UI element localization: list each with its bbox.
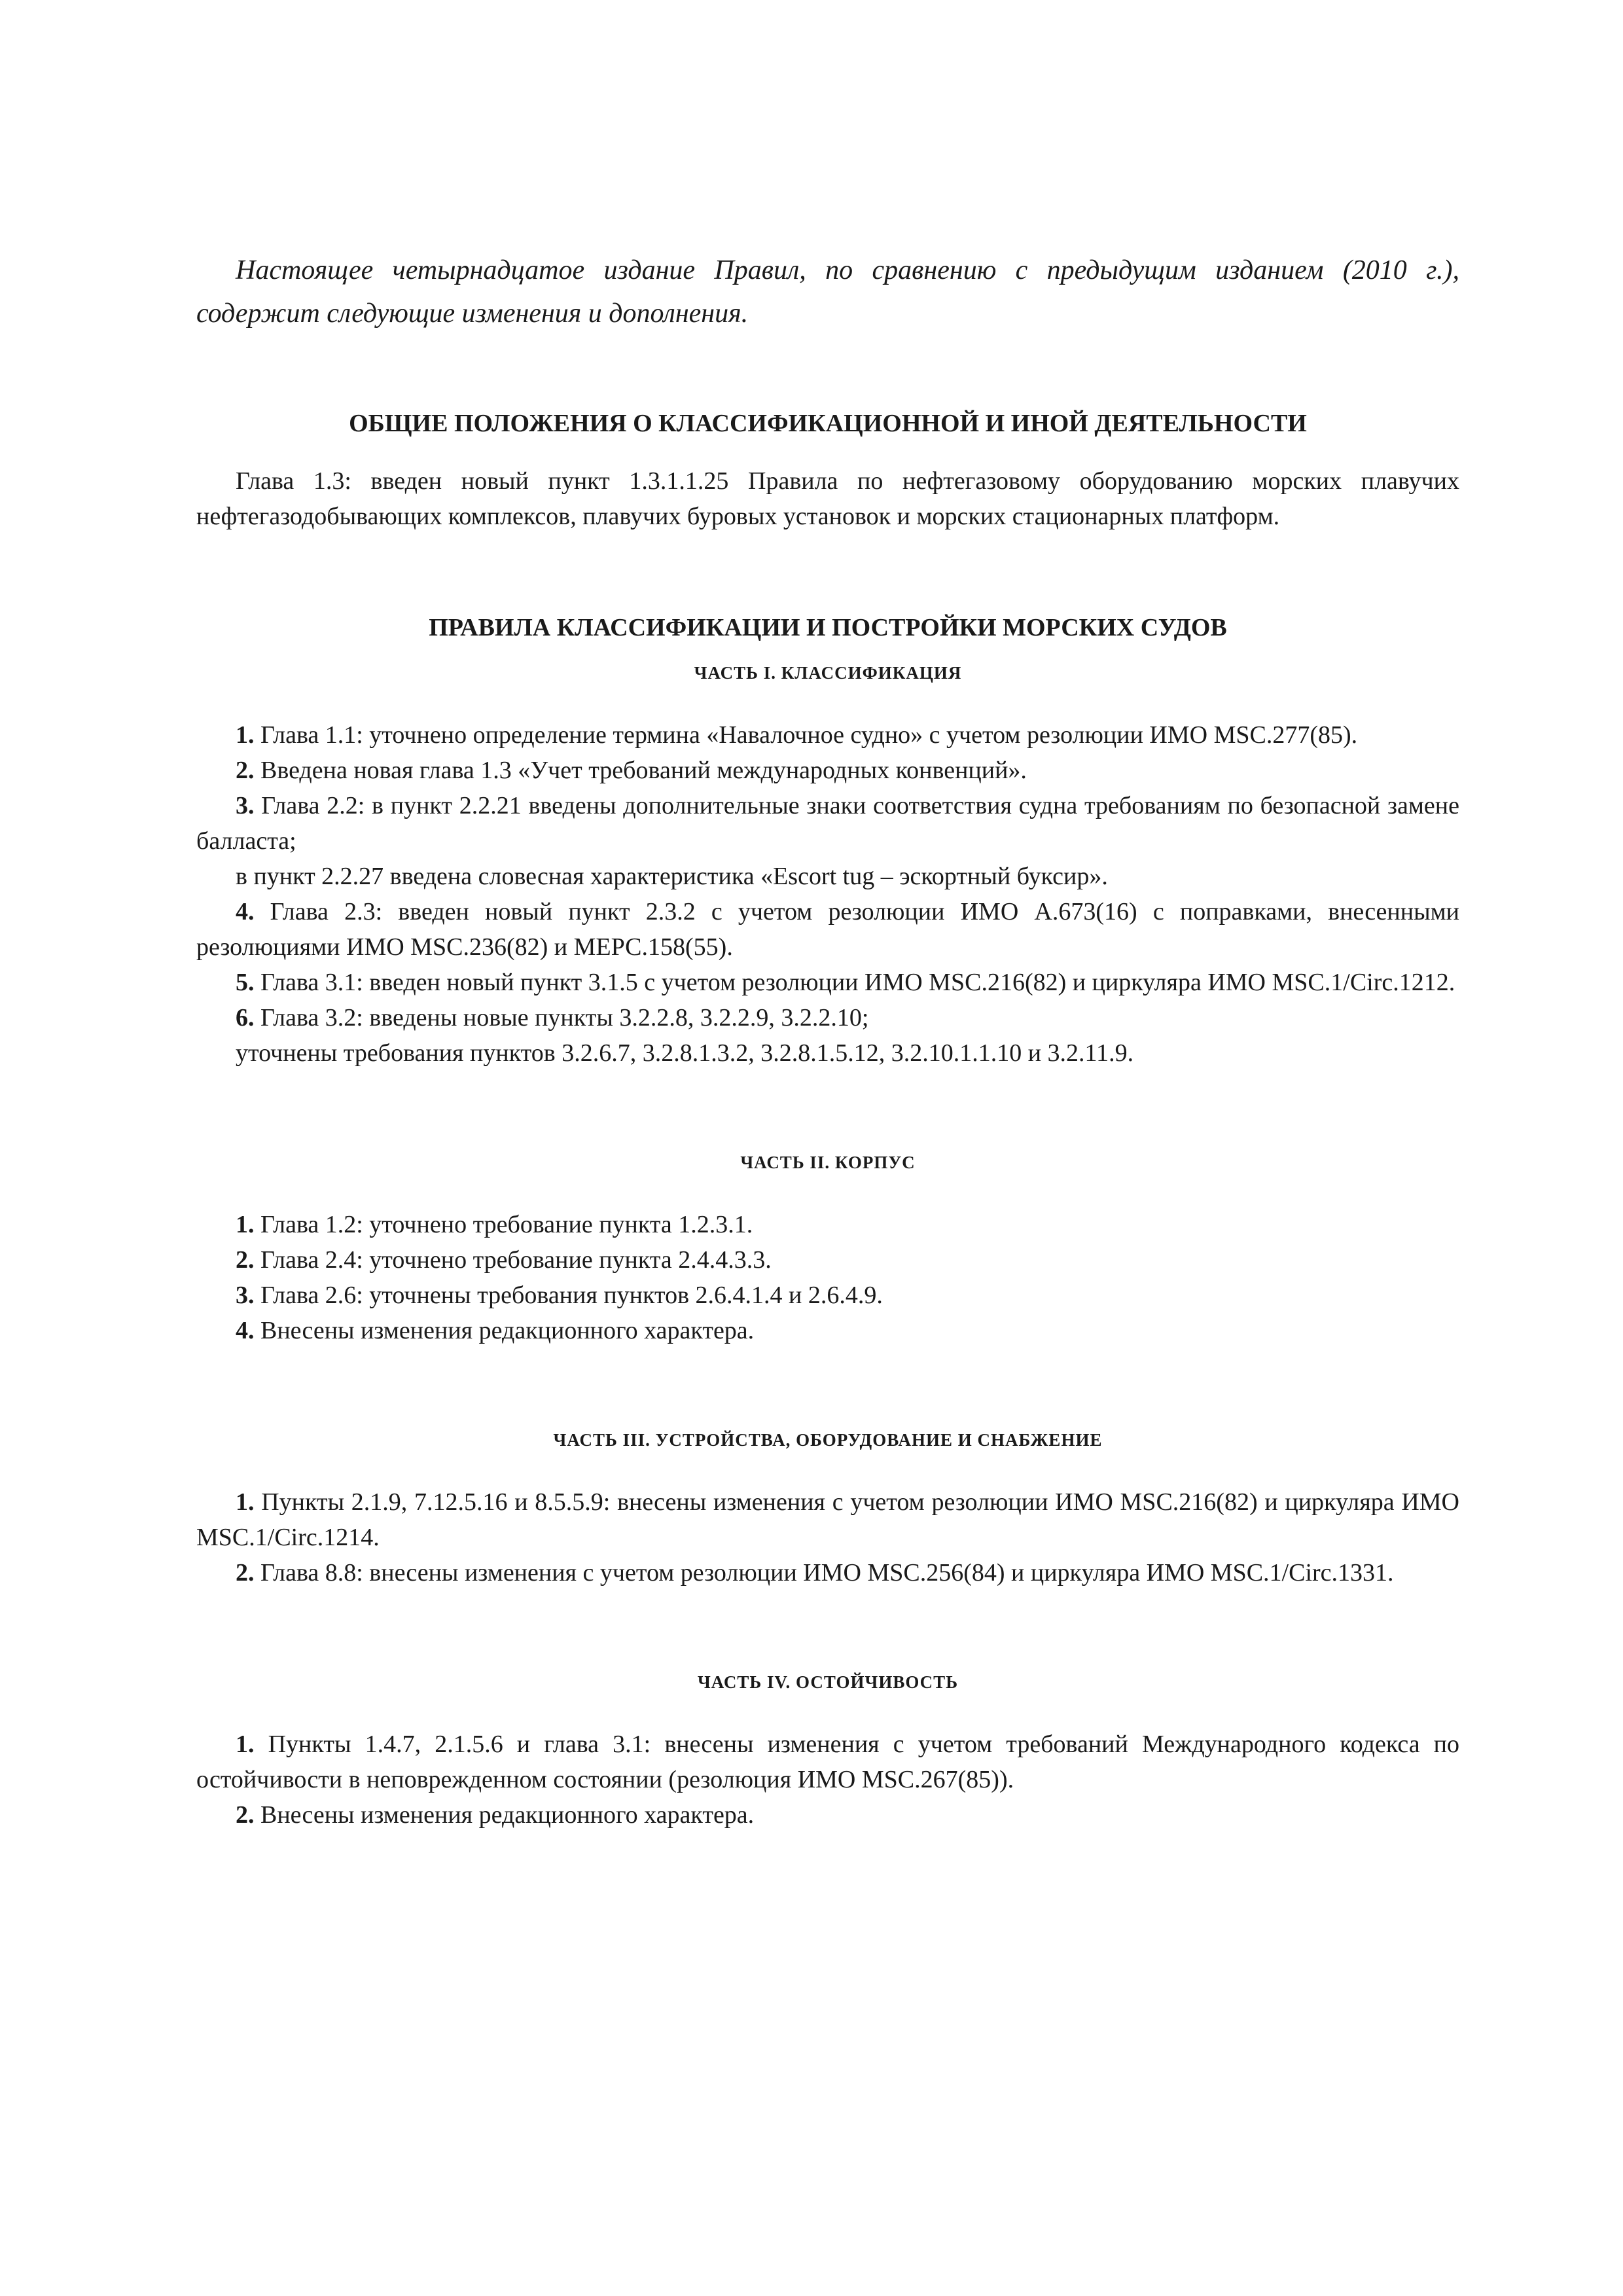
part2-title: ЧАСТЬ II. КОРПУС [740,1153,916,1172]
list-item [196,1555,1459,1590]
item-text: Глава 8.8: внесены изменения с учетом резолюции ИМО MSC.256(84) и циркуляра ИМО MSC.1/Circ.1331. [260,1559,1394,1587]
list-item [196,1484,1459,1555]
item-number: 1. [236,721,255,749]
list-item [196,717,1459,753]
item-text: Глава 3.2: введены новые пункты 3.2.2.8, 3.2.2.9, 3.2.2.10; [260,1004,869,1031]
list-item [196,1727,1459,1797]
intro-paragraph: Настоящее четырнадцатое издание Правил, по сравнению с предыдущим изданием (2010 г.), содержит следующие изменения и дополнения. [196,255,1459,329]
item-text: Пункты 1.4.7, 2.1.5.6 и глава 3.1: внесены изменения с учетом требований Международного кодекса по остойчивости в неповрежденном состоянии (резолюция ИМО MSC.267(85)). [196,1731,1459,1793]
part4-title: ЧАСТЬ IV. ОСТОЙЧИВОСТЬ [697,1672,959,1692]
item-number: 2. [236,757,255,784]
list-item [196,1313,1459,1348]
list-item [196,1797,1459,1833]
list-item [196,894,1459,965]
part2-list [196,1207,1459,1348]
list-item-continuation [196,1035,1459,1071]
item-text: Глава 2.6: уточнены требования пунктов 2.6.4.1.4 и 2.6.4.9. [260,1282,883,1309]
part3-title: ЧАСТЬ III. УСТРОЙСТВА, ОБОРУДОВАНИЕ И СНАБЖЕНИЕ [553,1430,1103,1450]
item-number: 6. [236,1004,255,1031]
list-item [196,753,1459,788]
item-number: 1. [236,1211,255,1238]
part3-list [196,1484,1459,1590]
item-number: 3. [236,1282,255,1309]
part1-list [196,717,1459,1071]
item-number: 5. [236,969,255,996]
item-number: 4. [236,1317,255,1344]
rules-section-title: ПРАВИЛА КЛАССИФИКАЦИИ И ПОСТРОЙКИ МОРСКИХ СУДОВ [429,614,1227,641]
item-number: 2. [236,1246,255,1274]
item-number: 4. [236,898,255,925]
item-number: 2. [236,1559,255,1587]
list-item [196,965,1459,1000]
list-item [196,1242,1459,1278]
general-section-title: ОБЩИЕ ПОЛОЖЕНИЯ О КЛАССИФИКАЦИОННОЙ И ИНОЙ ДЕЯТЕЛЬНОСТИ [349,410,1307,437]
item-text: Введена новая глава 1.3 «Учет требований международных конвенций». [260,757,1027,784]
list-item [196,788,1459,859]
list-item [196,1000,1459,1035]
list-item-continuation [196,859,1459,894]
item-text: в пункт 2.2.27 введена словесная характеристика «Escort tug – эскортный буксир». [236,863,1108,890]
item-number: 2. [236,1801,255,1829]
part1-title: ЧАСТЬ I. КЛАССИФИКАЦИЯ [694,663,962,683]
item-text: Внесены изменения редакционного характера. [260,1317,755,1344]
item-text: Пункты 2.1.9, 7.12.5.16 и 8.5.5.9: внесены изменения с учетом резолюции ИМО MSC.216(82) и циркуляра ИМО MSC.1/Circ.1214. [196,1488,1459,1551]
document-content [196,249,1459,1833]
item-text: Глава 1.2: уточнено требование пункта 1.2.3.1. [260,1211,753,1238]
item-text: Глава 2.2: в пункт 2.2.21 введены дополнительные знаки соответствия судна требованиям по безопасной замене балласта; [196,792,1459,855]
list-item [196,1207,1459,1242]
item-number: 1. [236,1488,255,1516]
item-text: Глава 2.3: введен новый пункт 2.3.2 с учетом резолюции ИМО А.673(16) с поправками, внесенными резолюциями ИМО MSC.236(82) и МЕРС.158(55). [196,898,1459,961]
item-number: 1. [236,1731,255,1758]
general-section-text: Глава 1.3: введен новый пункт 1.3.1.1.25 Правила по нефтегазовому оборудованию морских плавучих нефтегазодобывающих комплексов, плавучих буровых установок и морских стационарных платформ. [196,467,1459,530]
item-text: Глава 1.1: уточнено определение термина «Навалочное судно» с учетом резолюции ИМО MSC.277(85). [260,721,1358,749]
list-item [196,1278,1459,1313]
part4-list [196,1727,1459,1833]
item-number: 3. [236,792,255,819]
item-text: Глава 2.4: уточнено требование пункта 2.4.4.3.3. [260,1246,772,1274]
item-text: уточнены требования пунктов 3.2.6.7, 3.2.8.1.3.2, 3.2.8.1.5.12, 3.2.10.1.1.10 и 3.2.11.9. [236,1039,1134,1067]
item-text: Глава 3.1: введен новый пункт 3.1.5 с учетом резолюции ИМО MSC.216(82) и циркуляра ИМО MSC.1/Circ.1212. [260,969,1455,996]
item-text: Внесены изменения редакционного характера. [260,1801,755,1829]
